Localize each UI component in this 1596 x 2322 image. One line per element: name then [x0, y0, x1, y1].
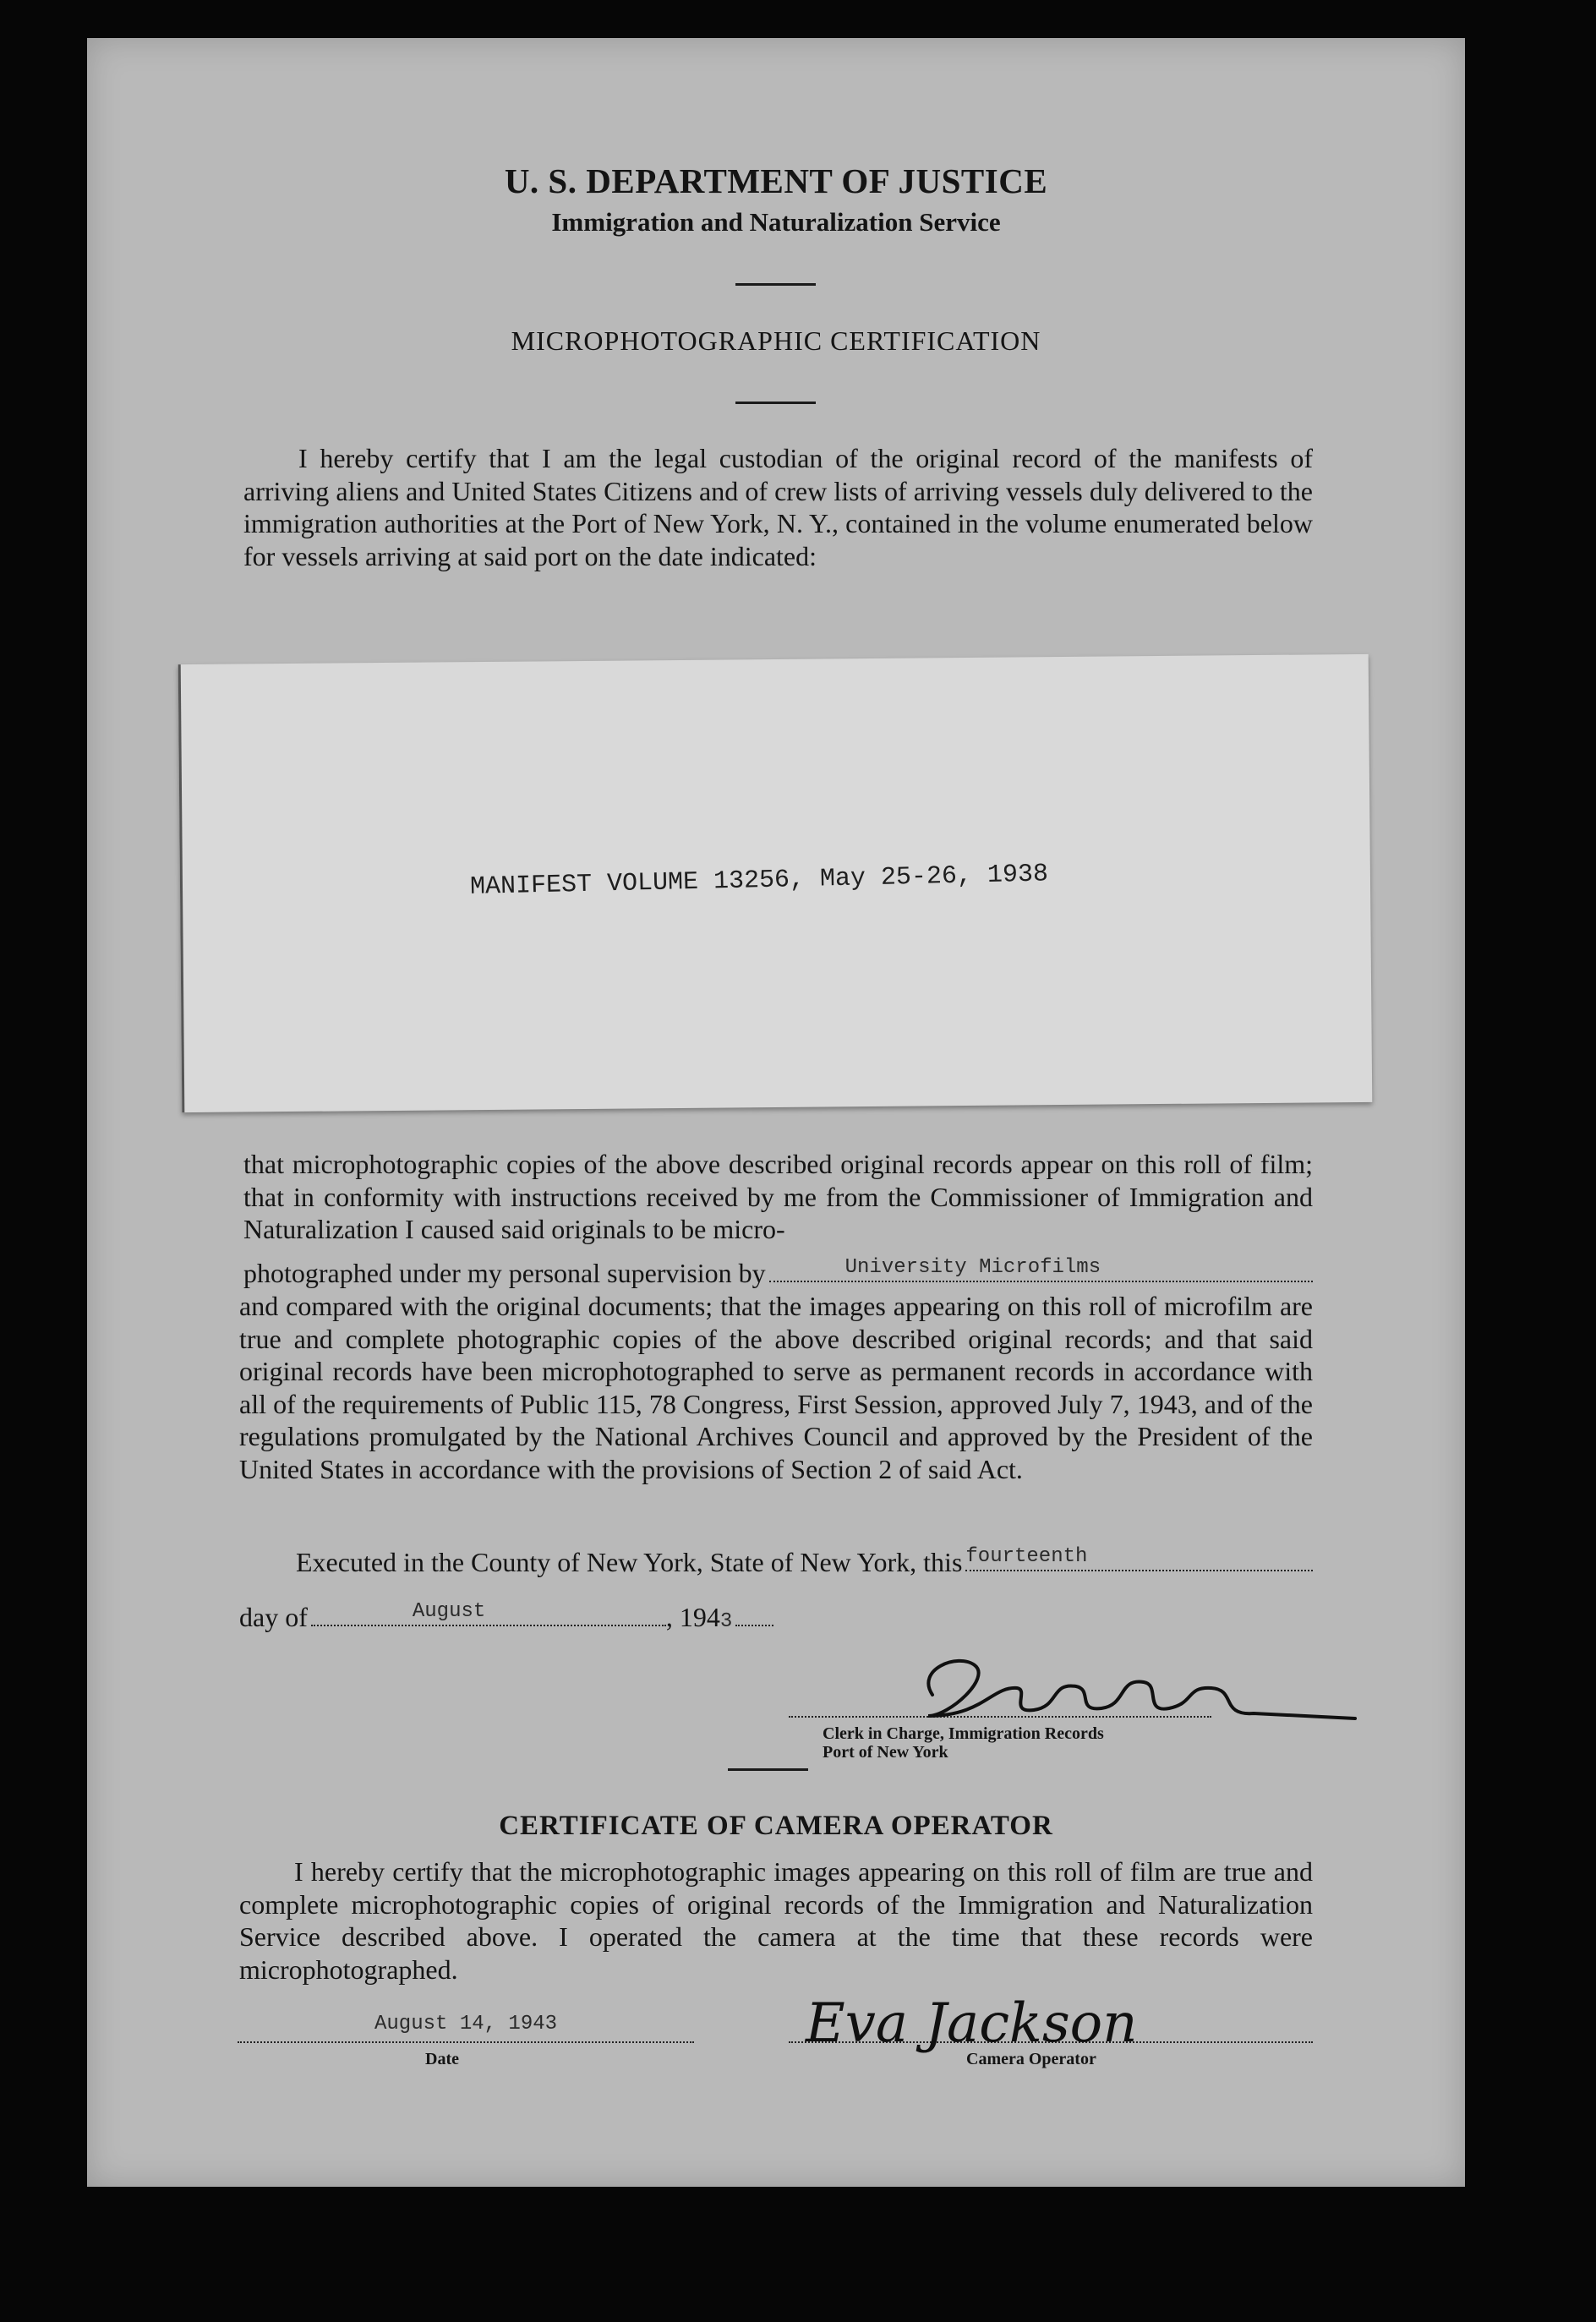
year-fill — [735, 1624, 773, 1626]
year-value: 3 — [719, 1610, 733, 1633]
divider-bottom — [728, 1768, 808, 1771]
year-prefix: , 194 — [665, 1602, 720, 1632]
clerk-signature-icon — [882, 1636, 1364, 1737]
manifest-volume-text: MANIFEST VOLUME 13256, May 25-26, 1938 — [469, 860, 1049, 902]
month-value: August — [412, 1600, 486, 1623]
executed-prefix: Executed in the County of New York, State of New York, this — [296, 1547, 963, 1577]
body-paragraph-2: and compared with the original documents; that the images appearing on this roll of microfilm are true and complete photographic copies of the above described original records; and that said original records have been microphotographed to serve as permanent records in accordance with all of the requirements of Public 115, 78 Congress, First Session, approved July 7, 1943, and of the regulations promulgated by the National Archives Council and approved by the President of the United States in accordance with the provisions of Section 2 of said Act. — [239, 1291, 1313, 1484]
operator-signature-text: Eva Jackson — [806, 1992, 1138, 2055]
operator-label: Camera Operator — [966, 2050, 1096, 2068]
department-heading: U. S. DEPARTMENT OF JUSTICE — [504, 161, 1048, 200]
divider-middle — [735, 402, 816, 404]
manifest-slip — [178, 654, 1373, 1112]
intro-paragraph: I hereby certify that I am the legal custodian of the original record of the manifests of arriving aliens and United States Citizens and of crew lists of arriving vessels duly delivered to the immigration authorities at the Port of New York, N. Y., contained in the volume enumerated below for vessels arriving at said port on the date indicated: — [243, 443, 1313, 571]
certification-title: MICROPHOTOGRAPHIC CERTIFICATION — [511, 325, 1041, 356]
clerk-title-line1: Clerk in Charge, Immigration Records — [823, 1724, 1104, 1743]
body-paragraph-1: that microphotographic copies of the above described original records appear on this roll of film; that in conformity with instructions received by me from the Commissioner of Immigration and Naturalization I caused said originals to be micro- — [243, 1149, 1313, 1244]
date-line — [239, 1602, 890, 1633]
supervision-fill — [769, 1256, 1313, 1282]
certificate-page — [87, 38, 1465, 2187]
date-field-line — [238, 2041, 694, 2043]
clerk-title-line2: Port of New York — [823, 1743, 948, 1762]
date-value: August 14, 1943 — [374, 2013, 558, 2035]
executed-day: fourteenth — [965, 1545, 1088, 1568]
supervision-value: University Microfilms — [844, 1256, 1101, 1279]
supervision-prefix: photographed under my personal supervision by — [243, 1258, 766, 1288]
camera-operator-title: CERTIFICATE OF CAMERA OPERATOR — [499, 1811, 1053, 1841]
executed-line — [296, 1547, 1313, 1578]
divider-top — [735, 283, 816, 286]
supervision-line — [243, 1258, 1313, 1289]
month-fill — [311, 1600, 666, 1626]
camera-paragraph: I hereby certify that the microphotographic images appearing on this roll of film are true and complete microphotographic copies of original records of the Immigration and Naturalization Service described above. I operated the camera at the time that these records were microphotographed. — [239, 1856, 1313, 1985]
executed-fill — [965, 1545, 1313, 1571]
date-label: Date — [425, 2050, 459, 2068]
day-of-prefix: day of — [239, 1602, 308, 1632]
service-heading: Immigration and Naturalization Service — [551, 207, 1001, 237]
